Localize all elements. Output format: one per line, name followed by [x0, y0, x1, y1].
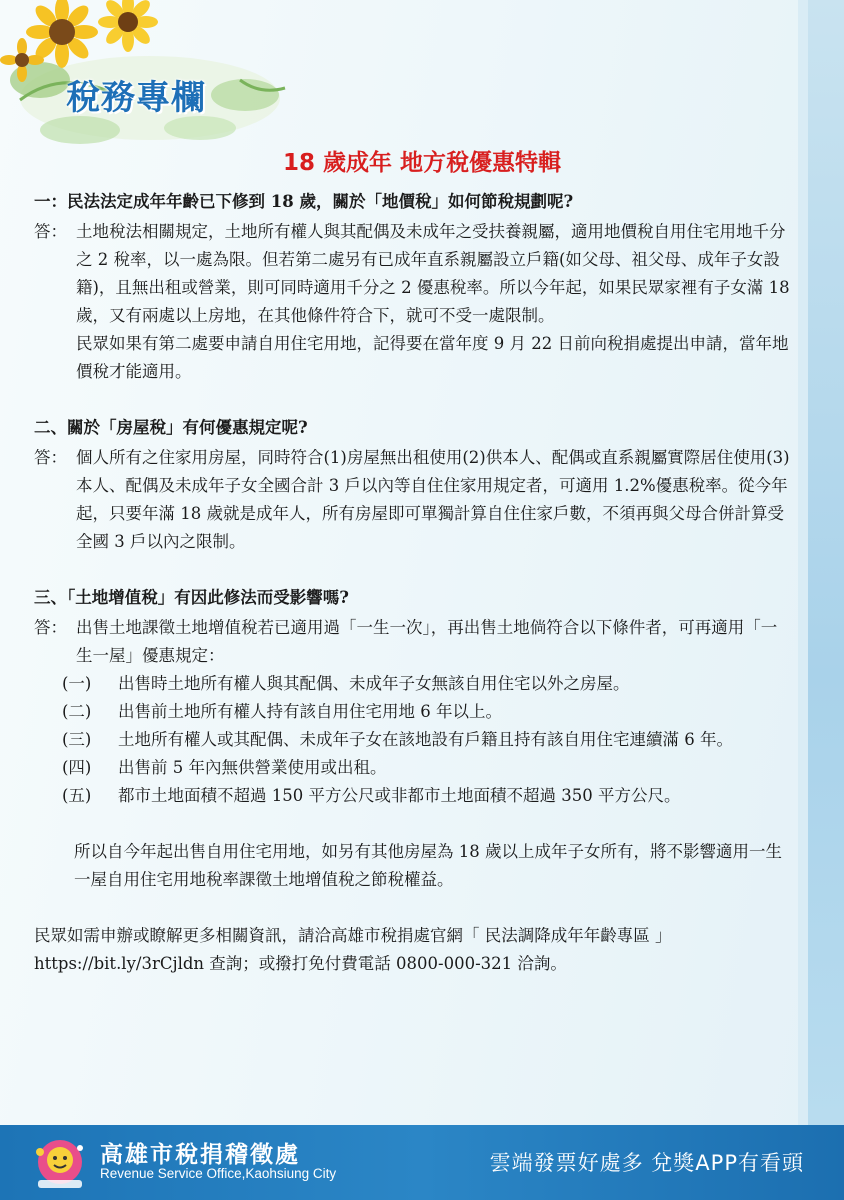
question-3: 三、「土地增值稅」有因此修法而受影響嗎?: [34, 588, 349, 607]
answer-paragraph: 個人所有之住家用房屋，同時符合(1)房屋無出租使用(2)供本人、配偶或直系親屬實際居住使用(3)本人、配偶及未成年子女全國合計 3 戶以內等自住住家用規定者，可適用 1.2%優惠稅率。從今年起，只要年滿 18 歲就是成年人，所有房屋即可單獨計算自住住家戶數，不須再與父母合併計算受全國 3 戶以內之限制。: [76, 448, 790, 551]
list-item-text: 出售前 5 年內無供營業使用或出租。: [118, 758, 387, 777]
answer-paragraph: 土地稅法相關規定，土地所有權人與其配偶及未成年之受扶養親屬，適用地價稅自用住宅用地千分之 2 稅率，以一處為限。但若第二處另有已成年直系親屬設立戶籍(如父母、祖父母、成年子女設籍)，且無出租或營業，則可同時適用千分之 2 優惠稅率。所以今年起，如果民眾家裡有子女滿 18 歲，又有兩處以上房地，在其他條件符合下，就可不受一處限制。: [76, 222, 790, 325]
contact-note: 民眾如需申辦或瞭解更多相關資訊，請洽高雄市稅捐處官網「 民法調降成年年齡專區 」https://bit.ly/3rCjldn 查詢；或撥打免付費電話 0800-000-321 洽詢。: [34, 926, 672, 973]
answer-paragraph: 出售土地課徵土地增值稅若已適用過「一生一次」，再出售土地倘符合以下條件者，可再適用「一生一屋」優惠規定：: [76, 618, 778, 665]
tax-office-mascot-logo: [30, 1134, 90, 1192]
list-item-text: 土地所有權人或其配偶、未成年子女在該地設有戶籍且持有該自用住宅連續滿 6 年。: [118, 730, 733, 749]
answer-2: [34, 444, 790, 556]
closing-paragraph: 所以自今年起出售自用住宅用地，如另有其他房屋為 18 歲以上成年子女所有，將不影響適用一生一屋自用住宅用地稅率課徵土地增值稅之節稅權益。: [74, 842, 782, 889]
list-item: [62, 670, 790, 698]
list-item-number: (五): [62, 786, 92, 805]
list-item-text: 出售時土地所有權人與其配偶、未成年子女無該自用住宅以外之房屋。: [118, 674, 630, 693]
list-item: [62, 754, 790, 782]
article-body: [34, 188, 790, 978]
answer-label: 答：: [34, 618, 67, 637]
org-name: 高雄市稅捐稽徵處: [100, 1142, 300, 1168]
answer-1: [34, 218, 790, 386]
list-item-text: 出售前土地所有權人持有該自用住宅用地 6 年以上。: [118, 702, 502, 721]
answer-label: 答：: [34, 222, 67, 241]
org-name-english: Revenue Service Office,Kaohsiung City: [100, 1166, 337, 1181]
answer-3: [34, 614, 790, 670]
list-item: [62, 782, 790, 810]
answer-paragraph: 民眾如果有第二處要申請自用住宅用地，記得要在當年度 9 月 22 日前向稅捐處提出申請，當年地價稅才能適用。: [76, 334, 789, 381]
list-item-number: (四): [62, 758, 92, 777]
column-title: 稅務專欄: [66, 78, 206, 118]
answer-label: 答：: [34, 448, 67, 467]
list-item-number: (三): [62, 730, 92, 749]
list-item-text: 都市土地面積不超過 150 平方公尺或非都市土地面積不超過 350 平方公尺。: [118, 786, 681, 805]
page-title: 18 歲成年 地方稅優惠特輯: [282, 150, 562, 176]
list-item-number: (二): [62, 702, 92, 721]
question-1: 一：民法法定成年年齡已下修到 18 歲，關於「地價稅」如何節稅規劃呢?: [34, 192, 574, 211]
list-item-number: (一): [62, 674, 92, 693]
list-item: [62, 698, 790, 726]
footer-slogan: 雲端發票好處多 兌獎APP有看頭: [489, 1151, 804, 1175]
list-item: [62, 726, 790, 754]
question-2: 二、關於「房屋稅」有何優惠規定呢?: [34, 418, 308, 437]
